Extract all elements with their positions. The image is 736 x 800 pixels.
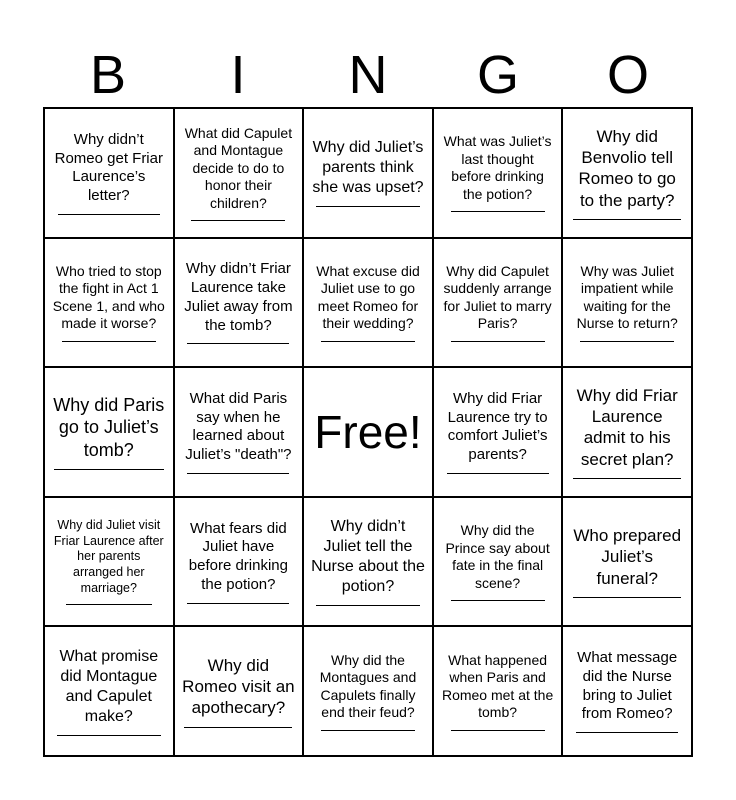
answer-line (580, 341, 674, 342)
answer-line (184, 727, 292, 728)
bingo-cell (562, 626, 692, 756)
answer-line (62, 341, 156, 342)
cell-question: What message did the Nurse bring to Juliet from Romeo? (577, 649, 678, 723)
bingo-cell (174, 626, 304, 756)
answer-line (451, 600, 545, 601)
answer-line (316, 605, 420, 606)
cell-question: Why didn’t Friar Laurence take Juliet away from the tomb? (184, 260, 293, 334)
bingo-cell (174, 108, 304, 238)
answer-line (57, 735, 161, 736)
cell-question: What was Juliet’s last thought before drinking the potion? (443, 133, 552, 202)
cell-question: What did Paris say when he learned about Juliet’s "death"? (185, 389, 292, 464)
bingo-cell (174, 238, 304, 368)
bingo-cell (174, 367, 304, 497)
cell-question: What fears did Juliet have before drinking the potion? (188, 519, 288, 593)
cell-question: Why did Juliet’s parents think she was upset? (312, 139, 424, 197)
bingo-cell (44, 626, 174, 756)
free-space (303, 367, 433, 497)
cell-question: Who prepared Juliet’s funeral? (573, 526, 682, 588)
bingo-cell (433, 497, 563, 627)
answer-line (58, 214, 160, 215)
bingo-header (43, 44, 693, 106)
bingo-cell (303, 626, 433, 756)
cell-question: What happened when Paris and Romeo met at the tomb? (441, 651, 554, 721)
cell-question: Why didn’t Juliet tell the Nurse about the potion? (311, 518, 425, 596)
free-space-label: Free! (314, 405, 422, 458)
bingo-cell (44, 238, 174, 368)
answer-line (321, 341, 415, 342)
answer-line (447, 473, 549, 474)
bingo-cell (44, 367, 174, 497)
bingo-cell (433, 238, 563, 368)
cell-question: What did Capulet and Montague decide to do to honor their children? (184, 124, 293, 211)
answer-line (576, 732, 678, 733)
bingo-cell (44, 497, 174, 627)
cell-question: Why was Juliet impatient while waiting for the Nurse to return? (576, 262, 678, 332)
bingo-cell (433, 367, 563, 497)
bingo-cell (562, 367, 692, 497)
bingo-cell (562, 238, 692, 368)
bingo-cell (44, 108, 174, 238)
bingo-cell (303, 108, 433, 238)
bingo-cell (303, 238, 433, 368)
bingo-cell (174, 497, 304, 627)
header-letter-i: I (230, 45, 246, 105)
answer-line (321, 730, 415, 731)
cell-question: Why did the Prince say about fate in the final scene? (445, 522, 550, 591)
cell-question: Who tried to stop the fight in Act 1 Scene 1, and who made it worse? (52, 262, 165, 332)
bingo-cell (562, 108, 692, 238)
header-letter-g: G (476, 45, 519, 105)
cell-question: Why did the Montagues and Capulets finally end their feud? (319, 651, 417, 721)
header-letter-n: N (348, 45, 388, 105)
answer-line (573, 597, 681, 598)
bingo-grid (43, 107, 693, 757)
header-letter-o: O (606, 45, 649, 105)
cell-question: Why did Juliet visit Friar Laurence after her parents arranged her marriage? (53, 518, 164, 595)
answer-line (187, 603, 289, 604)
answer-line (54, 469, 164, 470)
answer-line (451, 211, 545, 212)
answer-line (573, 478, 681, 479)
cell-question: What promise did Montague and Capulet make? (59, 647, 159, 725)
cell-question: Why did Benvolio tell Romeo to go to the party? (578, 126, 676, 210)
answer-line (191, 220, 285, 221)
bingo-cell (433, 108, 563, 238)
bingo-cell (303, 497, 433, 627)
cell-question: Why did Friar Laurence admit to his secret plan? (576, 385, 678, 469)
cell-question: Why did Paris go to Juliet’s tomb? (53, 394, 165, 460)
answer-line (451, 730, 545, 731)
cell-question: Why did Friar Laurence try to comfort Juliet’s parents? (447, 389, 548, 464)
answer-line (187, 343, 289, 344)
cell-question: What excuse did Juliet use to go meet Romeo for their wedding? (316, 262, 420, 332)
answer-line (451, 341, 545, 342)
answer-line (66, 604, 152, 605)
answer-line (316, 206, 420, 207)
header-letter-b: B (89, 45, 127, 105)
cell-question: Why did Capulet suddenly arrange for Juliet to marry Paris? (443, 262, 552, 332)
cell-question: Why did Romeo visit an apothecary? (182, 655, 295, 718)
answer-line (187, 473, 289, 474)
bingo-cell (433, 626, 563, 756)
answer-line (573, 219, 681, 220)
bingo-cell (562, 497, 692, 627)
cell-question: Why didn’t Romeo get Friar Laurence’s letter? (54, 130, 163, 205)
